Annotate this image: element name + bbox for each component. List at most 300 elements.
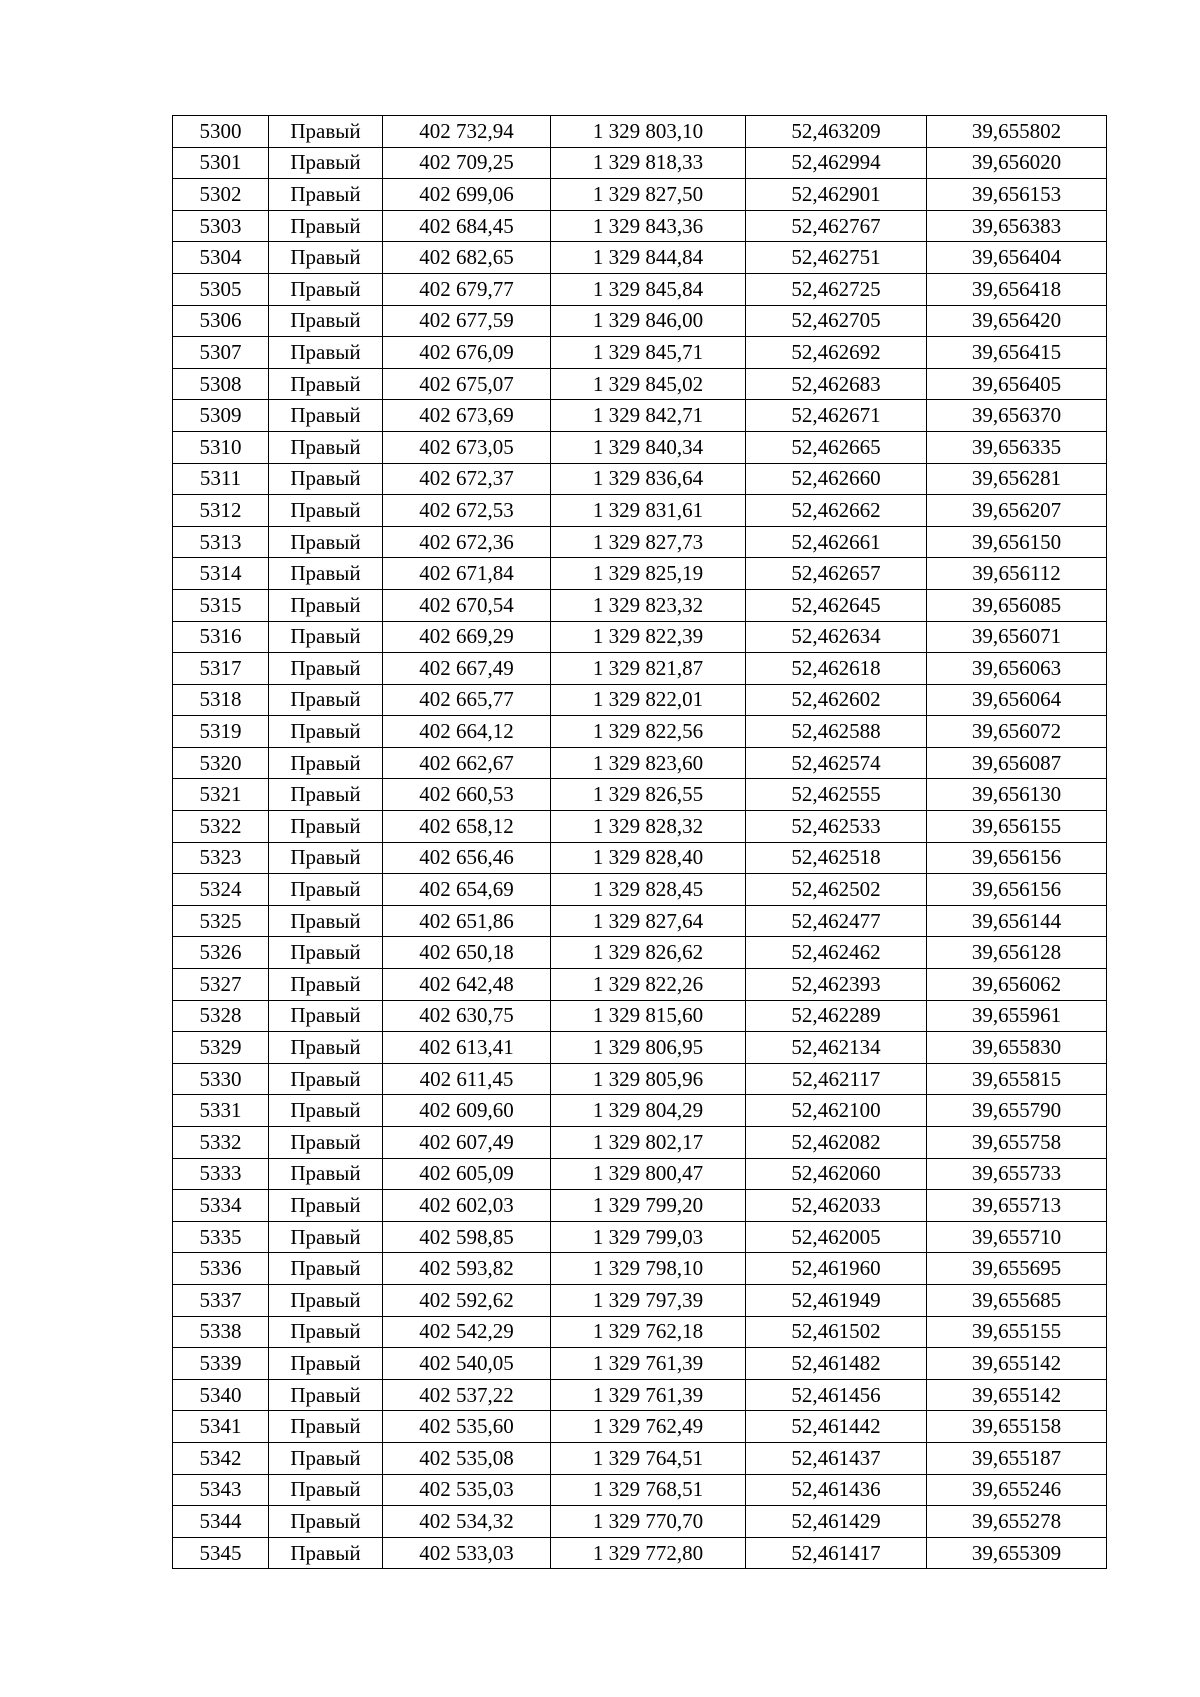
side-cell: Правый: [269, 589, 383, 621]
table-row: [173, 1158, 1107, 1190]
x-coordinate-cell: 402 672,36: [383, 526, 551, 558]
y-coordinate-cell: 1 329 846,00: [551, 305, 746, 337]
longitude-cell: 39,656020: [927, 147, 1107, 179]
latitude-cell: 52,461960: [746, 1253, 927, 1285]
side-cell: Правый: [269, 1316, 383, 1348]
y-coordinate-cell: 1 329 815,60: [551, 1000, 746, 1032]
side-cell: Правый: [269, 1411, 383, 1443]
table-row: [173, 1379, 1107, 1411]
latitude-cell: 52,462289: [746, 1000, 927, 1032]
x-coordinate-cell: 402 684,45: [383, 210, 551, 242]
table-row: [173, 1284, 1107, 1316]
side-cell: Правый: [269, 273, 383, 305]
latitude-cell: 52,461442: [746, 1411, 927, 1443]
side-cell: Правый: [269, 874, 383, 906]
side-cell: Правый: [269, 1158, 383, 1190]
longitude-cell: 39,656063: [927, 653, 1107, 685]
x-coordinate-cell: 402 672,53: [383, 495, 551, 527]
x-coordinate-cell: 402 677,59: [383, 305, 551, 337]
y-coordinate-cell: 1 329 827,50: [551, 179, 746, 211]
latitude-cell: 52,462555: [746, 779, 927, 811]
latitude-cell: 52,462994: [746, 147, 927, 179]
point-number-cell: 5312: [173, 495, 269, 527]
longitude-cell: 39,656130: [927, 779, 1107, 811]
y-coordinate-cell: 1 329 799,20: [551, 1190, 746, 1222]
longitude-cell: 39,655246: [927, 1474, 1107, 1506]
side-cell: Правый: [269, 1537, 383, 1569]
y-coordinate-cell: 1 329 828,45: [551, 874, 746, 906]
point-number-cell: 5332: [173, 1127, 269, 1159]
point-number-cell: 5300: [173, 116, 269, 148]
longitude-cell: 39,655685: [927, 1284, 1107, 1316]
latitude-cell: 52,461417: [746, 1537, 927, 1569]
y-coordinate-cell: 1 329 802,17: [551, 1127, 746, 1159]
point-number-cell: 5335: [173, 1221, 269, 1253]
y-coordinate-cell: 1 329 821,87: [551, 653, 746, 685]
side-cell: Правый: [269, 905, 383, 937]
point-number-cell: 5331: [173, 1095, 269, 1127]
x-coordinate-cell: 402 660,53: [383, 779, 551, 811]
table-row: [173, 116, 1107, 148]
side-cell: Правый: [269, 1253, 383, 1285]
point-number-cell: 5304: [173, 242, 269, 274]
longitude-cell: 39,655733: [927, 1158, 1107, 1190]
latitude-cell: 52,462477: [746, 905, 927, 937]
latitude-cell: 52,462751: [746, 242, 927, 274]
coordinates-table: [172, 115, 1107, 1569]
latitude-cell: 52,462657: [746, 558, 927, 590]
longitude-cell: 39,656281: [927, 463, 1107, 495]
y-coordinate-cell: 1 329 761,39: [551, 1379, 746, 1411]
x-coordinate-cell: 402 533,03: [383, 1537, 551, 1569]
y-coordinate-cell: 1 329 798,10: [551, 1253, 746, 1285]
y-coordinate-cell: 1 329 823,32: [551, 589, 746, 621]
x-coordinate-cell: 402 611,45: [383, 1063, 551, 1095]
point-number-cell: 5319: [173, 716, 269, 748]
side-cell: Правый: [269, 779, 383, 811]
latitude-cell: 52,462705: [746, 305, 927, 337]
y-coordinate-cell: 1 329 762,49: [551, 1411, 746, 1443]
side-cell: Правый: [269, 242, 383, 274]
y-coordinate-cell: 1 329 803,10: [551, 116, 746, 148]
y-coordinate-cell: 1 329 762,18: [551, 1316, 746, 1348]
y-coordinate-cell: 1 329 825,19: [551, 558, 746, 590]
y-coordinate-cell: 1 329 836,64: [551, 463, 746, 495]
x-coordinate-cell: 402 602,03: [383, 1190, 551, 1222]
x-coordinate-cell: 402 535,08: [383, 1442, 551, 1474]
x-coordinate-cell: 402 534,32: [383, 1506, 551, 1538]
point-number-cell: 5325: [173, 905, 269, 937]
longitude-cell: 39,655802: [927, 116, 1107, 148]
latitude-cell: 52,461502: [746, 1316, 927, 1348]
point-number-cell: 5307: [173, 337, 269, 369]
longitude-cell: 39,656335: [927, 431, 1107, 463]
y-coordinate-cell: 1 329 797,39: [551, 1284, 746, 1316]
longitude-cell: 39,656071: [927, 621, 1107, 653]
longitude-cell: 39,655790: [927, 1095, 1107, 1127]
y-coordinate-cell: 1 329 772,80: [551, 1537, 746, 1569]
point-number-cell: 5341: [173, 1411, 269, 1443]
point-number-cell: 5311: [173, 463, 269, 495]
y-coordinate-cell: 1 329 804,29: [551, 1095, 746, 1127]
latitude-cell: 52,462518: [746, 842, 927, 874]
x-coordinate-cell: 402 671,84: [383, 558, 551, 590]
latitude-cell: 52,461456: [746, 1379, 927, 1411]
y-coordinate-cell: 1 329 844,84: [551, 242, 746, 274]
longitude-cell: 39,655830: [927, 1032, 1107, 1064]
x-coordinate-cell: 402 732,94: [383, 116, 551, 148]
longitude-cell: 39,656155: [927, 811, 1107, 843]
point-number-cell: 5323: [173, 842, 269, 874]
x-coordinate-cell: 402 664,12: [383, 716, 551, 748]
x-coordinate-cell: 402 598,85: [383, 1221, 551, 1253]
y-coordinate-cell: 1 329 840,34: [551, 431, 746, 463]
side-cell: Правый: [269, 1063, 383, 1095]
longitude-cell: 39,656085: [927, 589, 1107, 621]
table-row: [173, 747, 1107, 779]
latitude-cell: 52,462462: [746, 937, 927, 969]
x-coordinate-cell: 402 535,60: [383, 1411, 551, 1443]
x-coordinate-cell: 402 673,05: [383, 431, 551, 463]
point-number-cell: 5309: [173, 400, 269, 432]
table-row: [173, 273, 1107, 305]
x-coordinate-cell: 402 592,62: [383, 1284, 551, 1316]
side-cell: Правый: [269, 621, 383, 653]
longitude-cell: 39,655158: [927, 1411, 1107, 1443]
side-cell: Правый: [269, 1506, 383, 1538]
point-number-cell: 5313: [173, 526, 269, 558]
latitude-cell: 52,462005: [746, 1221, 927, 1253]
longitude-cell: 39,655758: [927, 1127, 1107, 1159]
latitude-cell: 52,461429: [746, 1506, 927, 1538]
x-coordinate-cell: 402 682,65: [383, 242, 551, 274]
x-coordinate-cell: 402 613,41: [383, 1032, 551, 1064]
longitude-cell: 39,656087: [927, 747, 1107, 779]
longitude-cell: 39,655961: [927, 1000, 1107, 1032]
longitude-cell: 39,655187: [927, 1442, 1107, 1474]
side-cell: Правый: [269, 1284, 383, 1316]
longitude-cell: 39,656064: [927, 684, 1107, 716]
point-number-cell: 5310: [173, 431, 269, 463]
x-coordinate-cell: 402 676,09: [383, 337, 551, 369]
point-number-cell: 5308: [173, 368, 269, 400]
point-number-cell: 5326: [173, 937, 269, 969]
longitude-cell: 39,656420: [927, 305, 1107, 337]
table-row: [173, 905, 1107, 937]
table-row: [173, 558, 1107, 590]
latitude-cell: 52,462671: [746, 400, 927, 432]
y-coordinate-cell: 1 329 828,32: [551, 811, 746, 843]
latitude-cell: 52,462692: [746, 337, 927, 369]
table-row: [173, 1442, 1107, 1474]
side-cell: Правый: [269, 495, 383, 527]
latitude-cell: 52,462393: [746, 969, 927, 1001]
latitude-cell: 52,462100: [746, 1095, 927, 1127]
point-number-cell: 5343: [173, 1474, 269, 1506]
latitude-cell: 52,462134: [746, 1032, 927, 1064]
latitude-cell: 52,462502: [746, 874, 927, 906]
x-coordinate-cell: 402 607,49: [383, 1127, 551, 1159]
point-number-cell: 5339: [173, 1348, 269, 1380]
side-cell: Правый: [269, 1000, 383, 1032]
x-coordinate-cell: 402 537,22: [383, 1379, 551, 1411]
side-cell: Правый: [269, 210, 383, 242]
table-row: [173, 210, 1107, 242]
point-number-cell: 5305: [173, 273, 269, 305]
y-coordinate-cell: 1 329 828,40: [551, 842, 746, 874]
side-cell: Правый: [269, 305, 383, 337]
side-cell: Правый: [269, 1474, 383, 1506]
side-cell: Правый: [269, 1379, 383, 1411]
x-coordinate-cell: 402 709,25: [383, 147, 551, 179]
table-row: [173, 1063, 1107, 1095]
latitude-cell: 52,462683: [746, 368, 927, 400]
longitude-cell: 39,656404: [927, 242, 1107, 274]
x-coordinate-cell: 402 667,49: [383, 653, 551, 685]
table-row: [173, 1506, 1107, 1538]
table-row: [173, 1127, 1107, 1159]
y-coordinate-cell: 1 329 826,62: [551, 937, 746, 969]
side-cell: Правый: [269, 1442, 383, 1474]
side-cell: Правый: [269, 1190, 383, 1222]
side-cell: Правый: [269, 653, 383, 685]
table-row: [173, 779, 1107, 811]
point-number-cell: 5302: [173, 179, 269, 211]
longitude-cell: 39,656370: [927, 400, 1107, 432]
latitude-cell: 52,462661: [746, 526, 927, 558]
side-cell: Правый: [269, 1095, 383, 1127]
side-cell: Правый: [269, 1348, 383, 1380]
longitude-cell: 39,655710: [927, 1221, 1107, 1253]
longitude-cell: 39,656156: [927, 874, 1107, 906]
longitude-cell: 39,655309: [927, 1537, 1107, 1569]
y-coordinate-cell: 1 329 799,03: [551, 1221, 746, 1253]
point-number-cell: 5320: [173, 747, 269, 779]
y-coordinate-cell: 1 329 761,39: [551, 1348, 746, 1380]
side-cell: Правый: [269, 937, 383, 969]
longitude-cell: 39,656383: [927, 210, 1107, 242]
x-coordinate-cell: 402 675,07: [383, 368, 551, 400]
side-cell: Правый: [269, 147, 383, 179]
y-coordinate-cell: 1 329 822,39: [551, 621, 746, 653]
point-number-cell: 5336: [173, 1253, 269, 1285]
side-cell: Правый: [269, 400, 383, 432]
latitude-cell: 52,461482: [746, 1348, 927, 1380]
table-row: [173, 969, 1107, 1001]
latitude-cell: 52,462725: [746, 273, 927, 305]
y-coordinate-cell: 1 329 843,36: [551, 210, 746, 242]
x-coordinate-cell: 402 672,37: [383, 463, 551, 495]
table-row: [173, 874, 1107, 906]
x-coordinate-cell: 402 670,54: [383, 589, 551, 621]
side-cell: Правый: [269, 716, 383, 748]
longitude-cell: 39,656418: [927, 273, 1107, 305]
side-cell: Правый: [269, 526, 383, 558]
side-cell: Правый: [269, 811, 383, 843]
table-row: [173, 653, 1107, 685]
longitude-cell: 39,656156: [927, 842, 1107, 874]
latitude-cell: 52,462660: [746, 463, 927, 495]
y-coordinate-cell: 1 329 822,01: [551, 684, 746, 716]
y-coordinate-cell: 1 329 805,96: [551, 1063, 746, 1095]
side-cell: Правый: [269, 337, 383, 369]
longitude-cell: 39,655142: [927, 1379, 1107, 1411]
side-cell: Правый: [269, 684, 383, 716]
side-cell: Правый: [269, 1127, 383, 1159]
x-coordinate-cell: 402 540,05: [383, 1348, 551, 1380]
y-coordinate-cell: 1 329 845,84: [551, 273, 746, 305]
table-row: [173, 811, 1107, 843]
x-coordinate-cell: 402 609,60: [383, 1095, 551, 1127]
longitude-cell: 39,656153: [927, 179, 1107, 211]
point-number-cell: 5324: [173, 874, 269, 906]
table-row: [173, 368, 1107, 400]
latitude-cell: 52,461436: [746, 1474, 927, 1506]
x-coordinate-cell: 402 630,75: [383, 1000, 551, 1032]
side-cell: Правый: [269, 558, 383, 590]
x-coordinate-cell: 402 658,12: [383, 811, 551, 843]
point-number-cell: 5327: [173, 969, 269, 1001]
latitude-cell: 52,462901: [746, 179, 927, 211]
table-row: [173, 937, 1107, 969]
longitude-cell: 39,656405: [927, 368, 1107, 400]
y-coordinate-cell: 1 329 845,71: [551, 337, 746, 369]
point-number-cell: 5301: [173, 147, 269, 179]
latitude-cell: 52,461437: [746, 1442, 927, 1474]
x-coordinate-cell: 402 656,46: [383, 842, 551, 874]
x-coordinate-cell: 402 542,29: [383, 1316, 551, 1348]
point-number-cell: 5303: [173, 210, 269, 242]
latitude-cell: 52,462602: [746, 684, 927, 716]
point-number-cell: 5340: [173, 1379, 269, 1411]
side-cell: Правый: [269, 431, 383, 463]
longitude-cell: 39,655278: [927, 1506, 1107, 1538]
table-row: [173, 716, 1107, 748]
table-row: [173, 242, 1107, 274]
y-coordinate-cell: 1 329 770,70: [551, 1506, 746, 1538]
table-row: [173, 1190, 1107, 1222]
y-coordinate-cell: 1 329 842,71: [551, 400, 746, 432]
latitude-cell: 52,462060: [746, 1158, 927, 1190]
point-number-cell: 5317: [173, 653, 269, 685]
side-cell: Правый: [269, 368, 383, 400]
latitude-cell: 52,461949: [746, 1284, 927, 1316]
y-coordinate-cell: 1 329 845,02: [551, 368, 746, 400]
point-number-cell: 5328: [173, 1000, 269, 1032]
point-number-cell: 5344: [173, 1506, 269, 1538]
side-cell: Правый: [269, 179, 383, 211]
latitude-cell: 52,462767: [746, 210, 927, 242]
x-coordinate-cell: 402 605,09: [383, 1158, 551, 1190]
table-row: [173, 621, 1107, 653]
latitude-cell: 52,462588: [746, 716, 927, 748]
table-row: [173, 684, 1107, 716]
longitude-cell: 39,655695: [927, 1253, 1107, 1285]
y-coordinate-cell: 1 329 818,33: [551, 147, 746, 179]
latitude-cell: 52,462634: [746, 621, 927, 653]
table-row: [173, 1537, 1107, 1569]
x-coordinate-cell: 402 650,18: [383, 937, 551, 969]
y-coordinate-cell: 1 329 800,47: [551, 1158, 746, 1190]
table-row: [173, 1000, 1107, 1032]
table-row: [173, 337, 1107, 369]
side-cell: Правый: [269, 747, 383, 779]
x-coordinate-cell: 402 679,77: [383, 273, 551, 305]
table-row: [173, 1348, 1107, 1380]
table-row: [173, 1316, 1107, 1348]
x-coordinate-cell: 402 593,82: [383, 1253, 551, 1285]
longitude-cell: 39,656207: [927, 495, 1107, 527]
x-coordinate-cell: 402 662,67: [383, 747, 551, 779]
side-cell: Правый: [269, 969, 383, 1001]
point-number-cell: 5334: [173, 1190, 269, 1222]
longitude-cell: 39,655815: [927, 1063, 1107, 1095]
latitude-cell: 52,462082: [746, 1127, 927, 1159]
table-row: [173, 147, 1107, 179]
point-number-cell: 5330: [173, 1063, 269, 1095]
latitude-cell: 52,462618: [746, 653, 927, 685]
point-number-cell: 5321: [173, 779, 269, 811]
table-row: [173, 1221, 1107, 1253]
point-number-cell: 5316: [173, 621, 269, 653]
y-coordinate-cell: 1 329 768,51: [551, 1474, 746, 1506]
longitude-cell: 39,656415: [927, 337, 1107, 369]
x-coordinate-cell: 402 699,06: [383, 179, 551, 211]
side-cell: Правый: [269, 116, 383, 148]
table-row: [173, 1411, 1107, 1443]
y-coordinate-cell: 1 329 806,95: [551, 1032, 746, 1064]
x-coordinate-cell: 402 535,03: [383, 1474, 551, 1506]
table-row: [173, 463, 1107, 495]
x-coordinate-cell: 402 673,69: [383, 400, 551, 432]
longitude-cell: 39,655713: [927, 1190, 1107, 1222]
longitude-cell: 39,656144: [927, 905, 1107, 937]
latitude-cell: 52,463209: [746, 116, 927, 148]
longitude-cell: 39,656062: [927, 969, 1107, 1001]
y-coordinate-cell: 1 329 831,61: [551, 495, 746, 527]
table-row: [173, 305, 1107, 337]
point-number-cell: 5337: [173, 1284, 269, 1316]
latitude-cell: 52,462662: [746, 495, 927, 527]
x-coordinate-cell: 402 651,86: [383, 905, 551, 937]
longitude-cell: 39,655142: [927, 1348, 1107, 1380]
side-cell: Правый: [269, 463, 383, 495]
latitude-cell: 52,462533: [746, 811, 927, 843]
point-number-cell: 5345: [173, 1537, 269, 1569]
table-row: [173, 1032, 1107, 1064]
table-row: [173, 842, 1107, 874]
table-row: [173, 526, 1107, 558]
table-row: [173, 1095, 1107, 1127]
latitude-cell: 52,462574: [746, 747, 927, 779]
point-number-cell: 5329: [173, 1032, 269, 1064]
point-number-cell: 5314: [173, 558, 269, 590]
table-row: [173, 1253, 1107, 1285]
side-cell: Правый: [269, 1032, 383, 1064]
point-number-cell: 5315: [173, 589, 269, 621]
table-row: [173, 1474, 1107, 1506]
table-row: [173, 495, 1107, 527]
table-body: [173, 116, 1107, 1569]
point-number-cell: 5322: [173, 811, 269, 843]
latitude-cell: 52,462033: [746, 1190, 927, 1222]
latitude-cell: 52,462645: [746, 589, 927, 621]
latitude-cell: 52,462665: [746, 431, 927, 463]
y-coordinate-cell: 1 329 827,64: [551, 905, 746, 937]
point-number-cell: 5318: [173, 684, 269, 716]
longitude-cell: 39,656112: [927, 558, 1107, 590]
y-coordinate-cell: 1 329 826,55: [551, 779, 746, 811]
